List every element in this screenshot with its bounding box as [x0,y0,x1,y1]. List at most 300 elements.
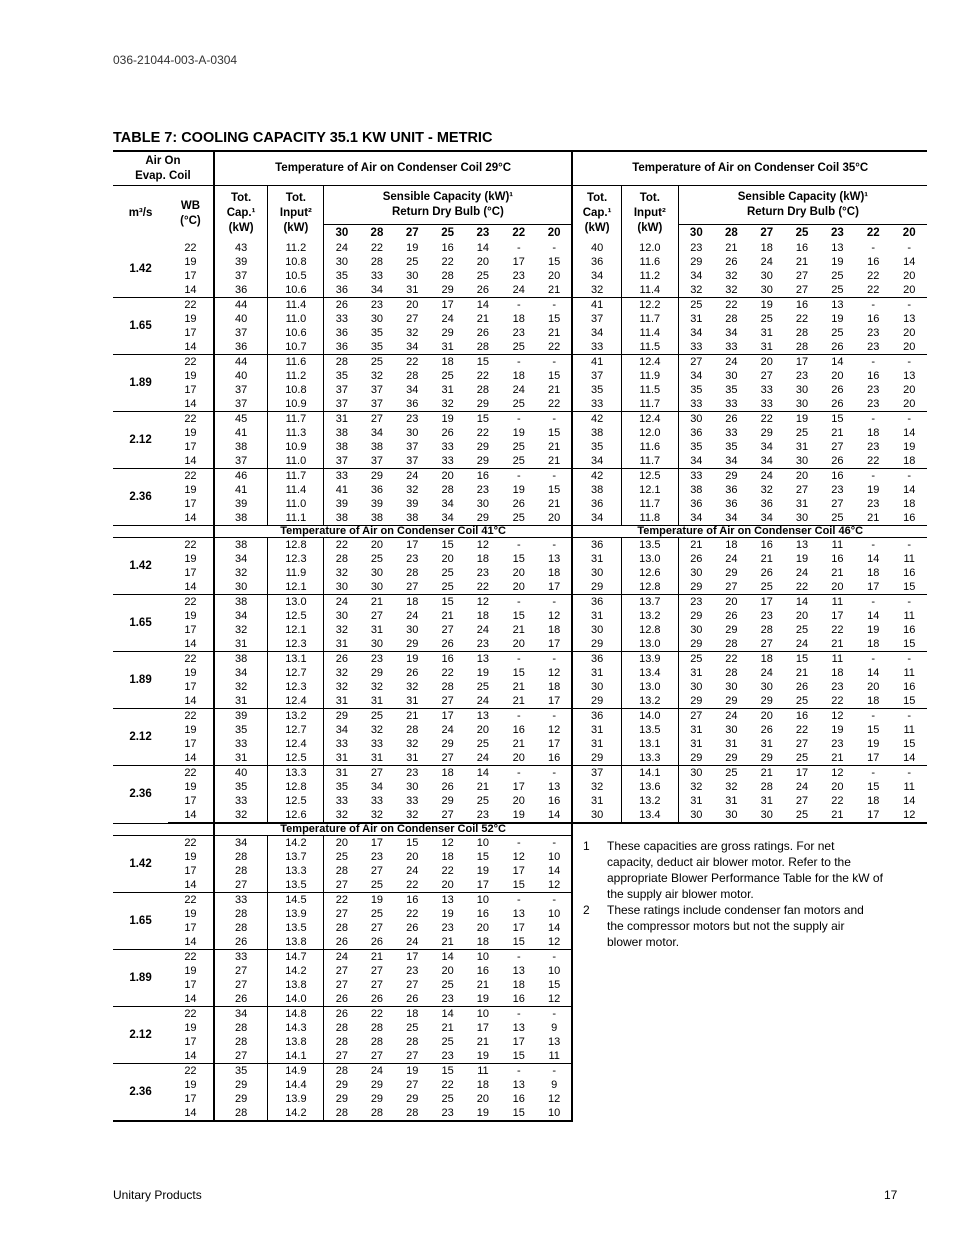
capacity-cell: 41 [214,426,268,440]
capacity-cell: 22 [867,269,880,282]
capacity-cell: 36 [725,483,738,496]
capacity-cell: 23 [795,369,809,382]
capacity-cell: 11.5 [621,340,678,355]
capacity-cell: 21 [476,780,490,793]
capacity-cell: 23 [395,412,430,427]
capacity-cell: 24 [714,709,749,724]
capacity-cell: 11.0 [268,454,324,469]
capacity-cell: 45 [214,412,268,427]
capacity-cell: 37 [370,383,384,396]
capacity-cell: 29 [324,1092,359,1106]
capacity-cell: 14 [903,255,916,268]
capacity-cell: 29 [725,751,738,764]
capacity-cell: 23 [430,1106,465,1121]
capacity-cell: 29 [714,469,749,484]
capacity-cell: 34 [370,426,384,439]
capacity-cell: 20 [441,878,454,891]
wet-bulb-value: 14 [168,878,214,893]
capacity-cell: 17 [867,580,880,593]
capacity-cell: 15 [430,595,465,610]
capacity-cell: 20 [441,552,454,565]
capacity-cell: 11.9 [621,369,678,383]
capacity-cell: 18 [537,566,572,580]
capacity-cell: 20 [476,255,490,268]
capacity-cell: 34 [678,269,713,283]
capacity-cell: 25 [406,255,419,268]
capacity-cell: 27 [406,1078,419,1091]
capacity-cell: 19 [512,483,525,496]
capacity-cell: 16 [537,751,572,766]
capacity-cell: 32 [406,326,419,339]
capacity-cell: 27 [760,637,773,650]
capacity-cell: 32 [324,808,359,823]
capacity-cell: 13 [512,907,525,920]
capacity-cell: 19 [406,241,419,254]
capacity-cell: 25 [476,269,490,282]
capacity-cell: 38 [324,440,359,454]
capacity-cell: 22 [476,580,490,593]
capacity-cell: 28 [324,552,359,566]
capacity-cell: 30 [406,426,419,439]
capacity-cell: 12.7 [268,723,324,737]
capacity-cell: 12.4 [268,694,324,709]
capacity-cell: 34 [214,552,268,566]
capacity-cell: 10 [476,836,490,849]
footnote-1 [583,838,883,902]
empty-area [572,1007,927,1022]
capacity-cell: 20 [406,850,419,863]
table-row [113,241,927,255]
capacity-cell: 36 [572,709,621,724]
capacity-cell: 35 [214,1064,268,1079]
capacity-cell: 26 [512,497,525,510]
capacity-cell: 24 [324,950,359,965]
condenser-header: Temperature of Air on Condenser Coil 52°C [214,823,573,836]
capacity-cell: 20 [749,709,784,724]
capacity-cell: 23 [512,269,525,282]
capacity-cell: 34 [678,454,713,469]
empty-area [572,992,927,1007]
capacity-cell: 27 [214,1049,268,1064]
capacity-cell: 38 [214,511,268,526]
capacity-cell: 32 [725,780,738,793]
capacity-cell: 33 [214,950,268,965]
capacity-cell: 29 [370,666,384,679]
capacity-cell: - [537,893,572,908]
capacity-cell: 13.2 [621,609,678,623]
capacity-cell: 10.9 [268,440,324,454]
capacity-cell: 34 [572,454,621,469]
capacity-cell: 33 [760,397,773,410]
capacity-cell: 40 [572,241,621,255]
capacity-cell: 27 [678,355,713,370]
capacity-cell: 29 [476,511,490,524]
capacity-cell: 28 [395,1106,430,1121]
capacity-cell: 28 [214,907,268,921]
capacity-cell: 14.4 [268,1078,324,1092]
capacity-cell: 34 [214,666,268,680]
capacity-cell: 29 [214,1078,268,1092]
capacity-cell: 25 [441,978,454,991]
capacity-cell: 38 [214,440,268,454]
capacity-cell: - [501,1007,537,1022]
capacity-cell: 15 [903,637,916,650]
capacity-cell: 20 [903,269,916,282]
capacity-cell: 28 [441,483,454,496]
capacity-cell: 36 [572,595,621,610]
airflow-value: 1.89 [113,652,168,709]
wet-bulb-value: 22 [168,298,214,313]
capacity-cell: 29 [359,469,394,484]
capacity-cell: - [537,469,572,484]
capacity-cell: 13.6 [621,780,678,794]
table-row [113,666,927,680]
capacity-cell: 18 [395,595,430,610]
capacity-cell: 28 [324,1021,359,1035]
table-row [113,623,927,637]
capacity-cell: 15 [512,1049,525,1062]
capacity-cell: 24 [795,566,809,579]
capacity-cell: 17 [512,255,525,268]
capacity-cell: 21 [441,1021,454,1034]
table-row [113,637,927,652]
capacity-cell: 31 [795,497,809,510]
capacity-cell: 40 [214,369,268,383]
capacity-cell: 29 [406,1092,419,1105]
capacity-cell: 25 [678,652,713,667]
capacity-cell: 15 [512,609,525,622]
wet-bulb-value: 19 [168,483,214,497]
capacity-cell: 11.7 [621,312,678,326]
air-on-header: Air On Evap. Coil [113,151,214,186]
capacity-cell: 26 [324,1007,359,1022]
airflow-value: 1.65 [113,595,168,652]
capacity-cell: 23 [678,241,713,255]
capacity-cell: 33 [678,397,713,412]
capacity-cell: 12 [537,609,572,623]
capacity-cell: 15 [903,694,916,707]
capacity-cell: 16 [441,241,454,254]
capacity-cell: 30 [370,312,384,325]
wet-bulb-value: 17 [168,680,214,694]
capacity-cell: 12.8 [268,780,324,794]
capacity-cell: 15 [476,850,490,863]
capacity-cell: 18 [512,369,525,382]
capacity-cell: 27 [760,369,773,382]
capacity-cell: 37 [406,440,419,453]
capacity-cell: 14.1 [621,766,678,781]
wet-bulb-value: 17 [168,269,214,283]
capacity-cell: 23 [441,921,454,934]
capacity-cell: 14.3 [268,1021,324,1035]
capacity-cell: 30 [678,680,713,694]
capacity-cell: - [855,412,891,427]
capacity-cell: 27 [214,878,268,893]
document-number: 036-21044-003-A-0304 [113,53,238,67]
table-row [113,680,927,694]
capacity-cell: - [891,298,927,313]
capacity-cell: - [537,538,572,553]
capacity-cell: 30 [795,383,809,396]
wet-bulb-value: 19 [168,552,214,566]
capacity-cell: - [537,595,572,610]
wet-bulb-value: 19 [168,666,214,680]
capacity-cell: 28 [795,326,809,339]
capacity-cell: 11 [820,595,855,610]
condenser-header [572,823,927,836]
capacity-cell: 23 [370,850,384,863]
capacity-cell: 31 [678,723,713,737]
capacity-cell: 16 [784,298,819,313]
capacity-cell: 27 [370,978,384,991]
capacity-cell: 21 [831,751,844,764]
capacity-cell: 30 [406,780,419,793]
table-row [113,1106,927,1121]
capacity-cell: 13 [512,964,525,977]
capacity-cell: 25 [512,397,525,410]
wet-bulb-value: 22 [168,766,214,781]
capacity-cell: 32 [760,483,773,496]
capacity-cell: 16 [430,652,465,667]
capacity-cell: - [537,652,572,667]
capacity-cell: 17 [430,709,465,724]
wet-bulb-value: 22 [168,355,214,370]
capacity-cell: 21 [725,241,738,254]
capacity-cell: 14 [465,766,500,781]
capacity-cell: 31 [572,609,621,623]
table-row [113,751,927,766]
capacity-cell: 15 [512,935,525,948]
capacity-cell: 31 [678,666,713,680]
capacity-cell: 25 [476,794,490,807]
capacity-cell: 32 [441,397,454,410]
capacity-cell: 24 [749,469,784,484]
band-spacer [113,526,214,538]
empty-area [572,1106,927,1121]
capacity-cell: 11.6 [268,355,324,370]
capacity-cell: 16 [476,964,490,977]
capacity-cell: 32 [406,483,419,496]
capacity-cell: 24 [476,694,490,707]
capacity-cell: 14.2 [268,964,324,978]
capacity-cell: 38 [214,595,268,610]
capacity-cell: 19 [441,907,454,920]
capacity-cell: 11 [820,652,855,667]
capacity-cell: 17 [784,766,819,781]
table-row [113,766,927,781]
capacity-cell: 27 [725,580,738,593]
capacity-cell: 18 [831,666,844,679]
capacity-cell: 34 [725,326,738,339]
capacity-cell: 20 [714,595,749,610]
capacity-cell: 22 [441,864,454,877]
capacity-cell: 15 [441,538,454,551]
condenser-band [113,823,927,836]
capacity-cell: 15 [465,355,500,370]
capacity-cell: 38 [324,426,359,440]
capacity-cell: 13 [512,1021,525,1034]
capacity-cell: 34 [725,511,738,524]
capacity-cell: 34 [441,511,454,524]
capacity-cell: 25 [512,511,525,524]
capacity-cell: 25 [795,694,809,707]
capacity-cell: 30 [476,497,490,510]
capacity-cell: 29 [678,609,713,623]
dry-bulb-header: 30 [678,225,713,242]
capacity-cell: 43 [214,241,268,255]
wet-bulb-value: 22 [168,652,214,667]
capacity-cell: 37 [324,383,359,397]
capacity-cell: 31 [214,694,268,709]
capacity-cell: 13.0 [621,637,678,652]
capacity-cell: 26 [406,666,419,679]
capacity-cell: 33 [572,340,621,355]
capacity-cell: 11.4 [621,283,678,298]
capacity-cell: 28 [214,1035,268,1049]
capacity-cell: - [501,412,537,427]
capacity-cell: 28 [324,1035,359,1049]
capacity-cell: 30 [324,609,359,623]
capacity-cell: 22 [406,907,419,920]
capacity-cell: 22 [714,652,749,667]
total-input-header: Tot. Input² (kW) [268,186,324,242]
capacity-cell: 23 [476,637,490,650]
capacity-cell: 28 [476,340,490,353]
capacity-cell: 32 [324,566,359,580]
capacity-cell: 25 [406,1021,419,1034]
capacity-cell: 15 [867,723,880,736]
capacity-cell: 19 [476,1049,490,1062]
capacity-cell: 37 [214,397,268,412]
capacity-cell: 19 [831,312,844,325]
capacity-cell: 33 [214,794,268,808]
capacity-cell: 26 [324,298,359,313]
footnote-2 [583,902,883,950]
capacity-cell: 39 [324,497,359,511]
capacity-cell: 33 [572,397,621,412]
capacity-cell: 13 [430,893,465,908]
capacity-cell: 22 [749,412,784,427]
table-row [113,1049,927,1064]
capacity-cell: 18 [512,978,525,991]
capacity-cell: 14 [903,426,916,439]
capacity-cell: - [891,355,927,370]
capacity-cell: 11.2 [268,369,324,383]
capacity-cell: 13.9 [621,652,678,667]
wet-bulb-value: 19 [168,964,214,978]
capacity-cell: 13.3 [268,864,324,878]
capacity-cell: 19 [831,255,844,268]
wet-bulb-value: 17 [168,326,214,340]
dry-bulb-header: 20 [891,225,927,242]
capacity-cell: 34 [370,780,384,793]
capacity-cell: 33 [678,469,713,484]
table-row [113,794,927,808]
capacity-cell: 13.9 [268,1092,324,1106]
capacity-cell: 18 [430,766,465,781]
capacity-cell: 26 [725,609,738,622]
capacity-cell: 25 [359,709,394,724]
capacity-cell: 41 [324,483,359,497]
capacity-cell: 11.2 [268,241,324,255]
capacity-cell: 32 [678,780,713,794]
capacity-cell: 39 [214,255,268,269]
capacity-cell: 15 [512,666,525,679]
wet-bulb-value: 14 [168,637,214,652]
capacity-cell: 34 [214,1007,268,1022]
capacity-cell: 16 [903,680,916,693]
capacity-cell: 30 [572,680,621,694]
capacity-cell: 27 [370,921,384,934]
capacity-cell: 22 [795,723,809,736]
capacity-cell: 16 [903,511,916,524]
wet-bulb-value: 14 [168,340,214,355]
capacity-cell: 15 [430,1064,465,1079]
capacity-cell: 14.1 [268,1049,324,1064]
capacity-cell: 29 [678,751,713,766]
capacity-cell: 23 [867,383,880,396]
capacity-cell: 22 [831,694,844,707]
table-row [113,454,927,469]
capacity-cell: 16 [760,538,773,551]
capacity-cell: 29 [760,694,773,707]
capacity-cell: 15 [512,552,525,565]
capacity-cell: 16 [537,794,572,808]
capacity-cell: 11.7 [268,469,324,484]
capacity-cell: 20 [324,836,359,851]
capacity-cell: 29 [476,440,490,453]
capacity-cell: - [855,595,891,610]
capacity-cell: 16 [512,1092,525,1105]
wet-bulb-value: 17 [168,566,214,580]
capacity-cell: 27 [831,440,844,453]
capacity-cell: 14.7 [268,950,324,965]
airflow-value: 1.89 [113,355,168,412]
wet-bulb-value: 17 [168,623,214,637]
capacity-cell: - [501,469,537,484]
capacity-cell: 41 [572,355,621,370]
capacity-cell: 41 [214,483,268,497]
capacity-cell: 24 [725,552,738,565]
capacity-cell: 13.1 [621,737,678,751]
capacity-cell: 13 [537,1035,572,1049]
wet-bulb-value: 14 [168,694,214,709]
capacity-cell: 16 [784,709,819,724]
capacity-cell: 32 [324,666,359,680]
capacity-cell: 11.1 [268,511,324,526]
capacity-cell: 31 [725,794,738,807]
capacity-cell: 25 [359,355,394,370]
capacity-cell: 33 [760,383,773,396]
capacity-cell: 38 [324,511,359,526]
capacity-cell: 23 [831,483,844,496]
capacity-cell: 11.0 [268,312,324,326]
capacity-cell: 18 [867,637,880,650]
capacity-cell: 26 [831,454,844,467]
capacity-cell: 30 [725,369,738,382]
table-row [113,298,927,313]
airflow-value: 2.12 [113,1007,168,1064]
capacity-cell: 22 [406,878,419,891]
capacity-cell: 22 [714,298,749,313]
capacity-cell: 28 [214,864,268,878]
capacity-cell: 31 [406,751,419,764]
capacity-cell: 38 [678,483,713,497]
capacity-cell: 28 [214,850,268,864]
capacity-cell: 25 [831,269,844,282]
capacity-cell: 31 [370,751,384,764]
capacity-cell: 29 [725,566,738,579]
